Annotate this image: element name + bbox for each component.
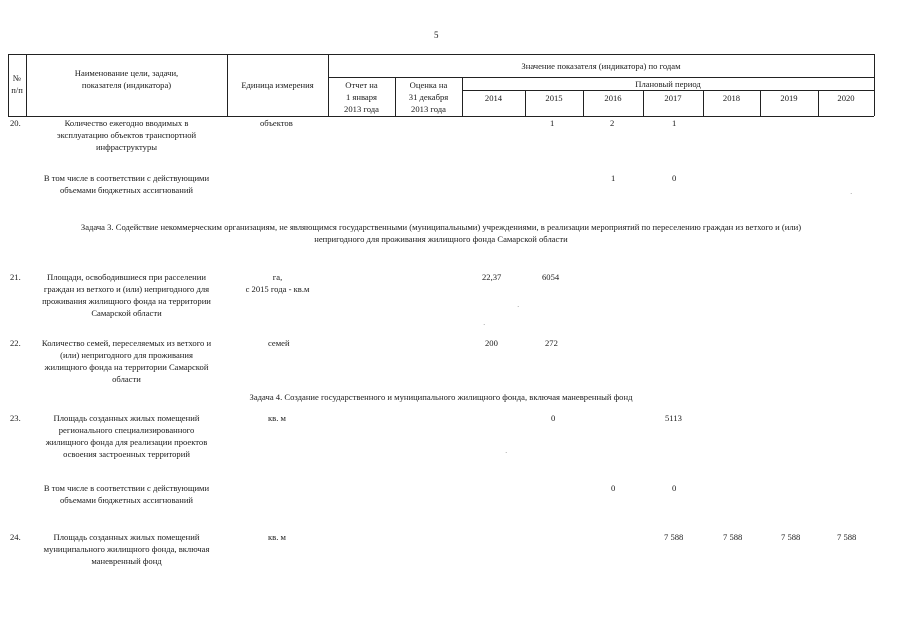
row-name: Площадь созданных жилых помещений регионального специализированного жилищного фонда для реализации проектов освоения застроенных территорий	[45, 413, 208, 459]
row-name: В том числе в соответствии с действующими объемами бюджетных ассигнований	[43, 483, 210, 505]
header-year: 2018	[722, 93, 741, 103]
header-name: Наименование цели, задачи, показателя (индикатора)	[74, 68, 179, 90]
header-plan-rule	[462, 90, 874, 91]
header-plan-group: Плановый период	[635, 79, 701, 89]
row-name: Площадь созданных жилых помещений муниципального жилищного фонда, включая маневренный фонд	[43, 532, 210, 566]
value-2015: 0	[551, 413, 556, 423]
value-2016: 1	[611, 173, 616, 183]
header-year: 2014	[484, 93, 503, 103]
row-name: Количество семей, переселяемых из ветхого и (или) непригодного для проживания жилищного фонда на территории Самарской области	[41, 338, 212, 384]
value-2015: 272	[545, 338, 558, 348]
header-values-group: Значение показателя (индикатора) по годам	[521, 61, 681, 71]
value-2017: 1	[672, 118, 677, 128]
row-number: 22.	[10, 338, 21, 348]
header-top-rule	[8, 54, 874, 55]
value-2018: 7 588	[723, 532, 743, 542]
header-year: 2019	[780, 93, 798, 103]
scan-speck: ·	[483, 321, 486, 329]
value-2017: 0	[672, 483, 677, 493]
value-2016: 0	[611, 483, 616, 493]
value-2014: 200	[485, 338, 498, 348]
row-number: 21.	[10, 272, 21, 282]
header-year: 2015	[545, 93, 563, 103]
row-unit: кв. м	[268, 413, 286, 423]
value-2017: 5113	[665, 413, 682, 423]
row-name: Количество ежегодно вводимых в эксплуатацию объектов транспортной инфраструктуры	[56, 118, 197, 152]
value-2015: 1	[550, 118, 555, 128]
value-2016: 2	[610, 118, 615, 128]
col-rule	[874, 54, 875, 116]
value-2017: 7 588	[664, 532, 684, 542]
value-2020: 7 588	[837, 532, 857, 542]
page-number: 5	[434, 30, 439, 40]
row-unit: га, с 2015 года - кв.м	[245, 272, 310, 294]
scan-speck: ·	[505, 449, 508, 457]
value-2014: 22,37	[482, 272, 502, 282]
header-report: Отчет на 1 января 2013 года	[344, 80, 379, 114]
row-number: 20.	[10, 118, 21, 128]
header-year: 2020	[837, 93, 855, 103]
task-3-heading: Задача 3. Содействие некоммерческим организациям, не являющимся государственными (муниципальными) учреждениями, в реализации мероприятий по переселению граждан из ветхого и (или) непригодного для проживания жилищного фонда Самарской области	[80, 222, 802, 244]
row-name: В том числе в соответствии с действующими объемами бюджетных ассигнований	[43, 173, 210, 195]
value-2017: 0	[672, 173, 677, 183]
row-unit: кв. м	[268, 532, 286, 542]
scan-speck: ·	[517, 303, 520, 311]
value-2015: 6054	[542, 272, 560, 282]
header-num: № п/п	[11, 73, 23, 95]
value-2019: 7 588	[781, 532, 801, 542]
header-year: 2017	[664, 93, 682, 103]
header-estimate: Оценка на 31 декабря 2013 года	[408, 80, 449, 114]
row-number: 23.	[10, 413, 21, 423]
scan-speck: ·	[850, 190, 853, 198]
row-name: Площади, освободившиеся при расселении граждан из ветхого и (или) непригодного для проживания жилищного фонда на территории Самарской области	[42, 272, 211, 318]
header-unit: Единица измерения	[241, 80, 314, 90]
row-number: 24.	[10, 532, 21, 542]
header-year: 2016	[604, 93, 622, 103]
row-unit: объектов	[260, 118, 293, 128]
task-4-heading: Задача 4. Создание государственного и муниципального жилищного фонда, включая маневренный фонд	[249, 392, 633, 402]
row-unit: семей	[268, 338, 290, 348]
